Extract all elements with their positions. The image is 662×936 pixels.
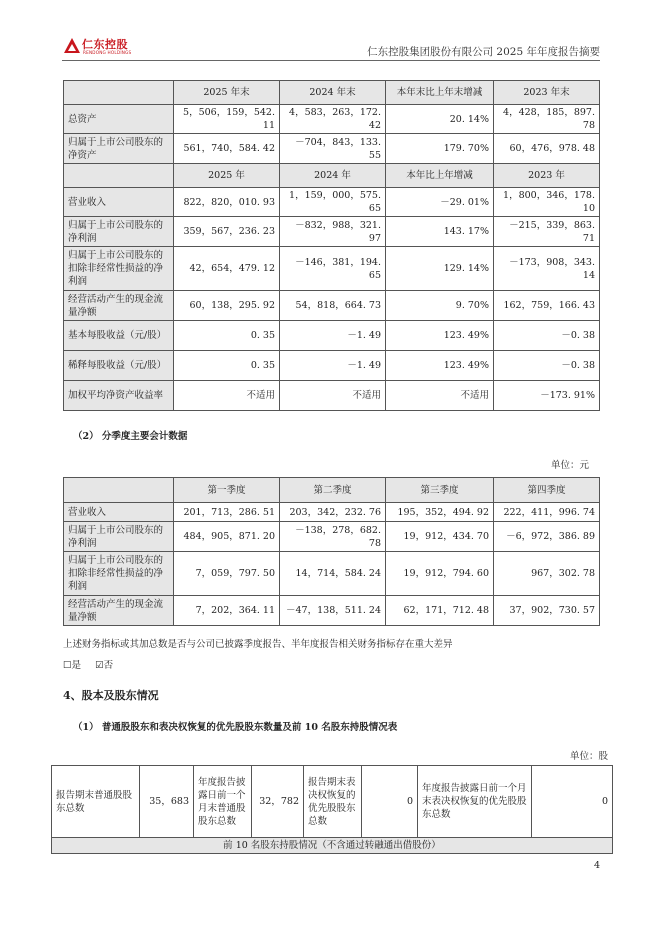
cell: －29. 01% (386, 188, 494, 217)
cell: 129. 14% (386, 247, 494, 291)
cell: －215，339，863. 71 (494, 217, 600, 247)
discrepancy-options (63, 657, 113, 671)
discrepancy-note: 上述财务指标或其加总数是否与公司已披露季度报告、半年度报告相关财务指标存在重大差异 (63, 639, 453, 650)
option-yes-label: 是 (71, 660, 82, 671)
row-label: 归属于上市公司股东的净利润 (64, 522, 174, 552)
header-cell (64, 81, 174, 105)
row-label: 营业收入 (64, 188, 174, 217)
row-label: 报告期末表决权恢复的优先股股东总数 (304, 766, 362, 838)
table-row (64, 552, 600, 596)
cell: 179. 70% (386, 134, 494, 164)
cell: 7，202，364. 11 (174, 596, 280, 626)
cell: 4，583，263，172. 42 (280, 105, 386, 134)
cell: －6，972，386. 89 (494, 522, 600, 552)
header-cell (64, 164, 174, 188)
quarterly-unit-label: 单位：元 (550, 460, 589, 471)
cell: 359，567，236. 23 (174, 217, 280, 247)
cell: 35，683 (140, 766, 194, 838)
top10-caption: 前 10 名股东持股情况（不含通过转融通出借股份） (52, 838, 613, 854)
cell: 0 (362, 766, 418, 838)
header-cell: 第一季度 (174, 478, 280, 503)
table-row (64, 321, 600, 351)
cell: 不适用 (386, 381, 494, 411)
cell: 1，159，000，575. 65 (280, 188, 386, 217)
quarterly-section-title: （2） 分季度主要会计数据 (73, 431, 188, 442)
cell: －173. 91% (494, 381, 600, 411)
cell: －1. 49 (280, 351, 386, 381)
cell: 9. 70% (386, 291, 494, 321)
row-label: 稀释每股收益（元/股） (64, 351, 174, 381)
cell: 484，905，871. 20 (174, 522, 280, 552)
cell: 60，138，295. 92 (174, 291, 280, 321)
unchecked-box-icon[interactable]: ☐ (63, 660, 72, 671)
cell: －47，138，511. 24 (280, 596, 386, 626)
cell: 不适用 (174, 381, 280, 411)
cell: 7，059，797. 50 (174, 552, 280, 596)
page-number: 4 (593, 860, 600, 871)
cell: 201，713，286. 51 (174, 503, 280, 522)
cell: 822，820，010. 93 (174, 188, 280, 217)
checked-box-icon[interactable]: ☑ (95, 660, 104, 671)
option-no-label: 否 (103, 660, 114, 671)
cell: 1，800，346，178. 10 (494, 188, 600, 217)
table-header-row (64, 478, 600, 503)
row-label: 经营活动产生的现金流量净额 (64, 291, 174, 321)
cell: －173，908，343. 14 (494, 247, 600, 291)
cell: 37，902，730. 57 (494, 596, 600, 626)
cell: 222，411，996. 74 (494, 503, 600, 522)
row-label: 加权平均净资产收益率 (64, 381, 174, 411)
header-cell: 第三季度 (386, 478, 494, 503)
table-row (64, 522, 600, 552)
cell: 0. 35 (174, 351, 280, 381)
table-row (64, 134, 600, 164)
shareholder-count-table (51, 765, 613, 854)
cell: 20. 14% (386, 105, 494, 134)
header-cell: 2023 年末 (494, 81, 600, 105)
row-label: 营业收入 (64, 503, 174, 522)
table-row (52, 766, 613, 838)
company-logo-icon (62, 36, 82, 56)
header-cell: 2025 年 (174, 164, 280, 188)
shareholders-subtitle: （1） 普通股股东和表决权恢复的优先股股东数量及前 10 名股东持股情况表 (73, 722, 398, 733)
header-cell: 本年末比上年末增减 (386, 81, 494, 105)
cell: 42，654，479. 12 (174, 247, 280, 291)
cell: －704，843，133. 55 (280, 134, 386, 164)
row-label: 总资产 (64, 105, 174, 134)
table-row (64, 503, 600, 522)
row-label: 年度报告披露日前一个月末普通股股东总数 (194, 766, 252, 838)
table-row (64, 596, 600, 626)
header-cell: 本年比上年增减 (386, 164, 494, 188)
table-header-row (64, 81, 600, 105)
row-label: 归属于上市公司股东的净利润 (64, 217, 174, 247)
cell: －146，381，194. 65 (280, 247, 386, 291)
logo-english-text: RENDONG HOLDINGS (83, 50, 132, 55)
table-header-row (52, 838, 613, 854)
cell: 19，912，434. 70 (386, 522, 494, 552)
row-label: 报告期末普通股股东总数 (52, 766, 140, 838)
cell: 60，476，978. 48 (494, 134, 600, 164)
cell: 195，352，494. 92 (386, 503, 494, 522)
cell: 0 (532, 766, 613, 838)
header-cell: 2025 年末 (174, 81, 280, 105)
table-row (64, 217, 600, 247)
main-accounting-table (63, 80, 600, 411)
row-label: 基本每股收益（元/股） (64, 321, 174, 351)
header-cell (64, 478, 174, 503)
row-label: 归属于上市公司股东的净资产 (64, 134, 174, 164)
cell: －1. 49 (280, 321, 386, 351)
cell: 123. 49% (386, 321, 494, 351)
table-row (64, 381, 600, 411)
cell: 5，506，159，542. 11 (174, 105, 280, 134)
cell: 123. 49% (386, 351, 494, 381)
table-row (64, 291, 600, 321)
shareholders-section-title: 4、股本及股东情况 (63, 689, 159, 702)
shareholders-unit-label: 单位：股 (569, 751, 608, 762)
table-row (64, 247, 600, 291)
header-divider (62, 60, 600, 61)
report-header-title: 仁东控股集团股份有限公司 2025 年年度报告摘要 (367, 46, 600, 58)
table-row (64, 105, 600, 134)
cell: 0. 35 (174, 321, 280, 351)
quarterly-accounting-table (63, 477, 600, 626)
cell: 32，782 (252, 766, 304, 838)
row-label: 经营活动产生的现金流量净额 (64, 596, 174, 626)
header-cell: 2023 年 (494, 164, 600, 188)
cell: －138，278，682. 78 (280, 522, 386, 552)
table-row (64, 351, 600, 381)
header-cell: 2024 年 (280, 164, 386, 188)
header-cell: 第四季度 (494, 478, 600, 503)
cell: 不适用 (280, 381, 386, 411)
cell: 19，912，794. 60 (386, 552, 494, 596)
cell: 14，714，584. 24 (280, 552, 386, 596)
table-row (64, 188, 600, 217)
row-label: 归属于上市公司股东的扣除非经常性损益的净利润 (64, 247, 174, 291)
cell: 162，759，166. 43 (494, 291, 600, 321)
table-header-row (64, 164, 600, 188)
cell: 143. 17% (386, 217, 494, 247)
cell: 203，342，232. 76 (280, 503, 386, 522)
row-label: 年度报告披露日前一个月末表决权恢复的优先股股东总数 (418, 766, 532, 838)
row-label: 归属于上市公司股东的扣除非经常性损益的净利润 (64, 552, 174, 596)
cell: －0. 38 (494, 351, 600, 381)
header-cell: 第二季度 (280, 478, 386, 503)
cell: －832，988，321. 97 (280, 217, 386, 247)
cell: 4，428，185，897. 78 (494, 105, 600, 134)
cell: 561，740，584. 42 (174, 134, 280, 164)
cell: 54，818，664. 73 (280, 291, 386, 321)
company-logo (62, 34, 162, 60)
cell: 967，302. 78 (494, 552, 600, 596)
cell: 62，171，712. 48 (386, 596, 494, 626)
cell: －0. 38 (494, 321, 600, 351)
header-cell: 2024 年末 (280, 81, 386, 105)
logo-chinese-text: 仁东控股 (82, 38, 128, 51)
